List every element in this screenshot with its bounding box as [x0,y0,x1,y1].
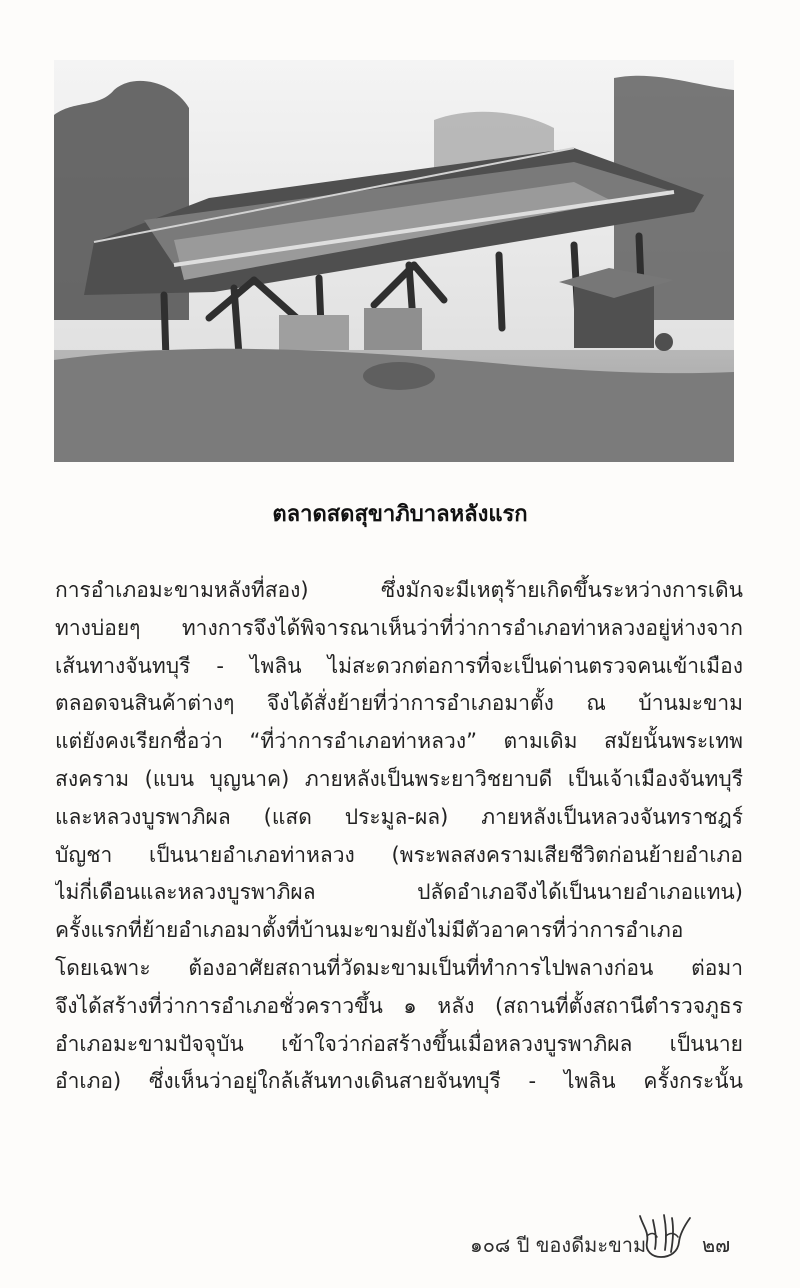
body-line: บัญชา เป็นนายอำเภอท่าหลวง (พระพลสงครามเสียชีวิตก่อนย้ายอำเภอ [55,842,743,867]
body-line: การอำเภอมะขามหลังที่สอง) ซึ่งมักจะมีเหตุร้ายเกิดขึ้นระหว่างการเดิน [55,578,743,602]
body-line: ครั้งแรกที่ย้ายอำเภอมาตั้งที่บ้านมะขามยังไม่มีตัวอาคารที่ว่าการอำเภอ [55,918,684,943]
market-building-illustration [54,60,734,462]
body-line: ทางบ่อยๆ ทางการจึงได้พิจารณาเห็นว่าที่ว่าการอำเภอท่าหลวงอยู่ห่างจาก [55,615,743,640]
body-line: อำเภอ) ซึ่งเห็นว่าอยู่ใกล้เส้นทางเดินสายจันทบุรี - ไพลิน ครั้งกระนั้น [55,1069,743,1094]
body-line: ตลอดจนสินค้าต่างๆ จึงได้สั่งย้ายที่ว่าการอำเภอมาตั้ง ณ บ้านมะขาม [55,691,743,716]
body-line: จึงได้สร้างที่ว่าการอำเภอชั่วคราวขึ้น ๑ หลัง (สถานที่ตั้งสถานีตำรวจภูธร [55,993,743,1018]
page-number: ๒๗ [702,1233,731,1257]
body-paragraph [55,572,743,1101]
photo-caption: ตลาดสดสุขาภิบาลหลังแรก [272,502,528,527]
body-line: แต่ยังคงเรียกชื่อว่า “ที่ว่าการอำเภอท่าหลวง” ตามเดิม สมัยนั้นพระเทพ [55,729,743,754]
body-line: เส้นทางจันทบุรี - ไพลิน ไม่สะดวกต่อการที่จะเป็นด่านตรวจคนเข้าเมือง [55,653,743,678]
body-line: โดยเฉพาะ ต้องอาศัยสถานที่วัดมะขามเป็นที่ทำการไปพลางก่อน ต่อมา [55,955,743,980]
hand-drawn-tree-mark-icon [635,1208,695,1264]
body-line: สงคราม (แบน บุญนาค) ภายหลังเป็นพระยาวิชยาบดี เป็นเจ้าเมืองจันทบุรี [55,766,743,791]
body-line: และหลวงบูรพาภิผล (แสด ประมูล-ผล) ภายหลังเป็นหลวงจันทราชฎร์ [55,804,743,829]
market-building-photo [54,60,734,462]
body-line: ไม่กี่เดือนและหลวงบูรพาภิผล ปลัดอำเภอจึงได้เป็นนายอำเภอแทน) [55,880,743,905]
tree-mark-icon [635,1208,695,1264]
footer-book-title: ๑๐๘ ปี ของดีมะขาม [470,1233,647,1257]
page-footer [0,1208,800,1272]
body-line: อำเภอมะขามปัจจุบัน เข้าใจว่าก่อสร้างขึ้นเมื่อหลวงบูรพาภิผล เป็นนาย [55,1031,743,1056]
